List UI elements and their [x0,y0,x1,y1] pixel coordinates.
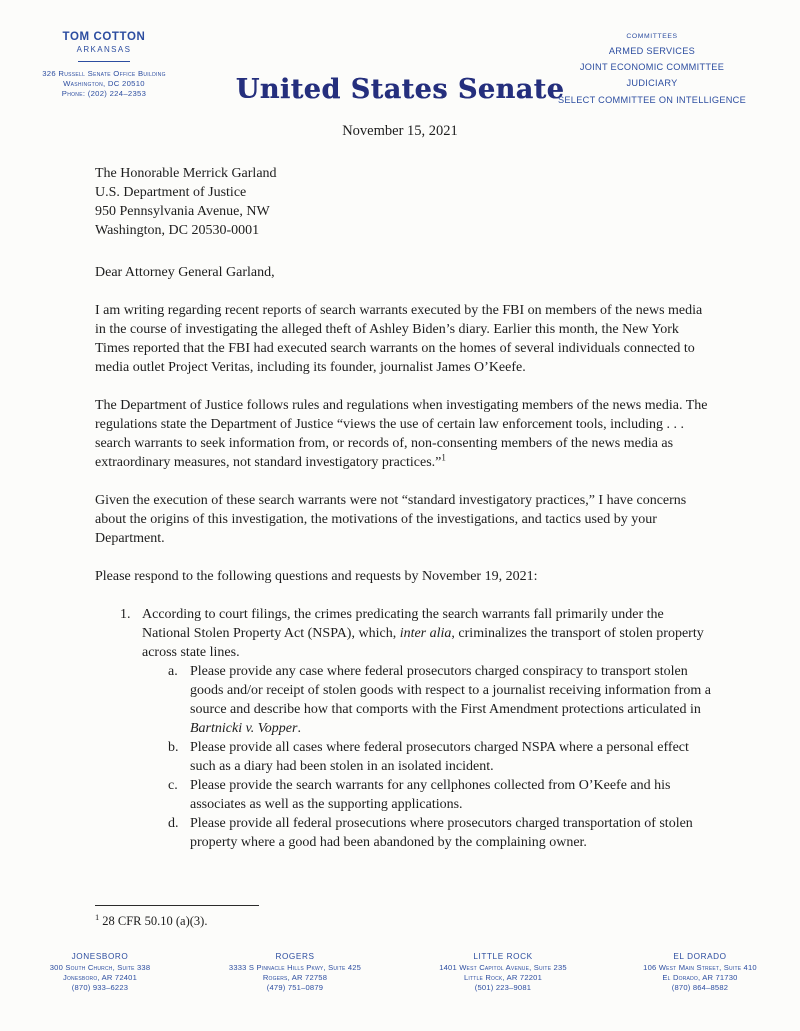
office-phone: (479) 751–0879 [266,983,324,992]
paragraph-1: I am writing regarding recent reports of search warrants executed by the FBI on members of the news media in the course of investigating the alleged theft of Ashley Biden’s diary. Earlier this month, the New York Times reported that the FBI had executed search warrants on the homes of several individuals connected to media outlet Project Veritas, including its founder, journalist James O’Keefe. [95,303,703,375]
case-citation: Bartnicki v. Vopper [190,721,298,736]
paragraph-2 [95,396,713,472]
sub-item-text-after: . [297,721,301,736]
office-city: LITTLE ROCK [473,952,533,961]
office-address-line: 3333 S Pinnacle Hills Pkwy, Suite 425 [228,963,362,972]
footnote-rule [95,905,259,906]
office-city: ROGERS [275,952,315,961]
sub-item-d [168,814,713,852]
sub-item-text-before: Please provide any case where federal prosecutors charged conspiracy to transport stolen goods and/or receipt of stolen goods with respect to a journalist receiving information from a source and describe how that comports with the First Amendment protections articulated in [190,664,711,717]
office-address-line: 1401 West Capitol Avenue, Suite 235 [439,963,567,972]
footnote-citation: 28 CFR 50.10 (a)(3). [102,914,208,929]
sub-item-a [168,662,713,738]
footnote-text [95,912,259,929]
sender-address-line: Washington, DC 20510 [63,79,145,88]
recipient-line: Washington, DC 20530-0001 [95,223,260,238]
office-city: EL DORADO [673,952,727,961]
committee-item: JOINT ECONOMIC COMMITTEE [579,62,725,73]
committees-heading: COMMITTEES [626,33,678,40]
sub-item-letter: a. [168,664,178,679]
paragraph-2-text: The Department of Justice follows rules and regulations when investigating members of the news media. The regulations state the Department of Justice “views the use of certain law enforcement tools, including . . . search warrants to seek information from, or records of, non-consenting members of the news media as extraordinary measures, not standard investigatory practices.” [95,398,708,470]
office-jonesboro [0,952,200,993]
sender-state: ARKANSAS [76,45,132,54]
sub-item-text-before: Please provide the search warrants for any cellphones collected from O’Keefe and his associates as well as the supporting applications. [190,778,671,812]
list-item-text-italic: inter alia [399,626,452,641]
sender-address-line: 326 Russell Senate Office Building [42,69,166,78]
committee-item: JUDICIARY [626,78,678,89]
office-little-rock [403,952,603,993]
recipient-line: U.S. Department of Justice [95,185,247,200]
sub-item-text-before: Please provide all cases where federal prosecutors charged NSPA where a personal effect such as a diary had been stolen in an isolated incident. [190,740,689,774]
recipient-address [95,164,713,240]
committee-item: SELECT COMMITTEE ON INTELLIGENCE [557,94,747,105]
sub-item-text [190,814,713,852]
letter-body [95,164,713,852]
list-item-text-before: According to court filings, the crimes predicating the search warrants fall primarily under the National Stolen Property Act (NSPA), which, [142,607,664,641]
sender-phone: Phone: (202) 224–2353 [61,89,147,98]
footnote-reference: 1 [441,452,446,463]
office-phone: (501) 223–9081 [474,983,532,992]
sub-item-text [190,776,713,814]
office-address-line: 106 West Main Street, Suite 410 [643,963,757,972]
recipient-line: 950 Pennsylvania Avenue, NW [95,204,270,219]
committee-item: ARMED SERVICES [608,46,696,56]
list-item-text-after: , criminalizes the transport of stolen property across state lines. [142,626,704,660]
sub-item-c [168,776,713,814]
paragraph-4: Please respond to the following questions and requests by November 19, 2021: [95,569,538,584]
sub-item-letter: c. [168,778,178,793]
salutation: Dear Attorney General Garland, [95,265,275,280]
sub-item-text [190,662,713,738]
paragraph-3: Given the execution of these search warrants were not “standard investigatory practices,” I have concerns about the origins of this investigation, the motivations of the investigations, and tactics used by your Department. [95,493,687,546]
office-rogers [195,952,395,993]
office-el-dorado [600,952,800,993]
letter-date: November 15, 2021 [342,123,458,139]
office-address-line: Rogers, AR 72758 [262,973,328,982]
office-phone: (870) 864–8582 [671,983,729,992]
office-address-line: Little Rock, AR 72201 [463,973,543,982]
office-address-line: Jonesboro, AR 72401 [62,973,138,982]
committees-block [512,33,792,108]
list-item-1 [95,605,713,662]
office-address-line: El Dorado, AR 71730 [662,973,738,982]
sub-item-letter: b. [168,740,179,755]
sub-item-letter: d. [168,816,179,831]
sub-item-b [168,738,713,776]
footnote-number: 1 [95,912,100,922]
numbered-list [95,605,713,852]
recipient-line: The Honorable Merrick Garland [95,166,277,181]
divider [78,61,130,62]
office-phone: (870) 933–6223 [71,983,129,992]
sub-item-text-before: Please provide all federal prosecutions where prosecutors charged transportation of stolen property where a good had been abandoned by the complaining owner. [190,816,693,850]
list-item-number: 1. [120,607,131,622]
office-address-line: 300 South Church, Suite 338 [49,963,151,972]
sub-item-text [190,738,713,776]
footnote-block [95,905,259,929]
list-item-text [142,605,713,662]
sender-name: TOM COTTON [62,31,146,43]
office-city: JONESBORO [71,952,129,961]
senate-letterhead-title: United States Senate [235,74,565,105]
